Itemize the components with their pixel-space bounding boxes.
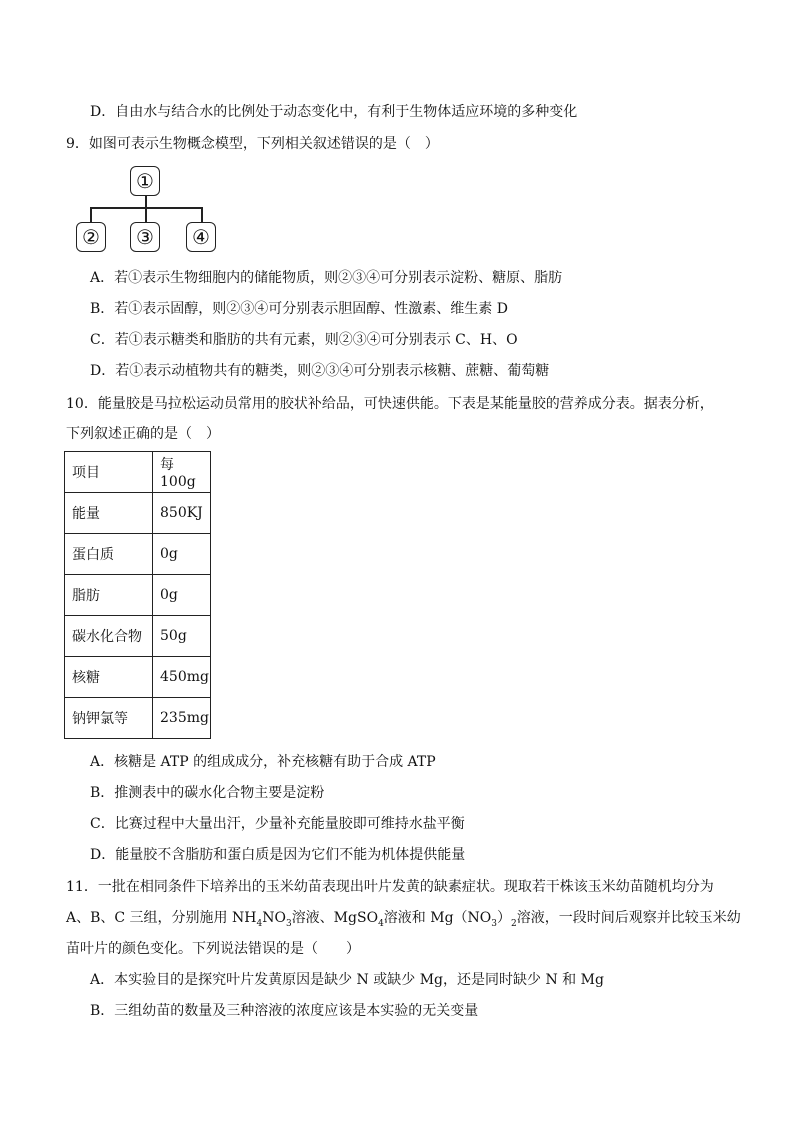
stem-text: ） [497,910,512,926]
table-cell: 235mg [153,698,211,739]
q9-option-a: A．若①表示生物细胞内的储能物质，则②③④可分别表示淀粉、糖原、脂肪 [90,270,563,286]
subscript: 3 [285,918,292,929]
subscript: 4 [256,918,263,929]
q9-stem: 9．如图可表示生物概念模型，下列相关叙述错误的是（ ） [66,136,439,152]
stem-text: 溶液和 Mg（NO [383,910,492,926]
subscript: 3 [491,918,498,929]
table-row [65,575,211,616]
table-cell: 0g [153,575,211,616]
table-cell: 核糖 [65,657,153,698]
q10-stem-line2: 下列叙述正确的是（ ） [66,426,220,442]
q10-option-c: C．比赛过程中大量出汗，少量补充能量胶即可维持水盐平衡 [90,816,465,832]
table-cell: 每 100g [153,452,211,493]
diagram-connector [145,207,147,223]
q10-option-b: B．推测表中的碳水化合物主要是淀粉 [90,785,325,801]
diagram-connector [90,207,92,223]
table-row [65,493,211,534]
diagram-node-child-3: ④ [186,222,216,252]
diagram-connector [201,207,203,223]
q9-option-b: B．若①表示固醇，则②③④可分别表示胆固醇、性激素、维生素 D [90,301,508,317]
table-cell: 碳水化合物 [65,616,153,657]
q10-option-d: D．能量胶不含脂肪和蛋白质是因为它们不能为机体提供能量 [90,847,466,863]
q11-stem-line3: 苗叶片的颜色变化。下列说法错误的是（ ） [66,941,360,957]
table-row [65,698,211,739]
stem-text: NO [262,910,286,926]
subscript: 2 [511,918,517,929]
stem-text: 溶液，一段时间后观察并比较玉米幼 [516,910,741,926]
q11-option-a: A．本实验目的是探究叶片发黄原因是缺少 N 或缺少 Mg，还是同时缺少 N 和 Mg [90,972,604,988]
table-row [65,616,211,657]
diagram-node-top: ① [130,166,160,196]
table-cell: 脂肪 [65,575,153,616]
table-cell: 450mg [153,657,211,698]
subscript: 4 [378,918,384,929]
table-cell: 钠钾氯等 [65,698,153,739]
q10-stem-line1: 10．能量胶是马拉松运动员常用的胶状补给品，可快速供能。下表是某能量胶的营养成分表。据表分析， [66,396,714,412]
table-row [65,534,211,575]
table-row [65,657,211,698]
table-cell: 50g [153,616,211,657]
table-cell: 0g [153,534,211,575]
table-cell: 能量 [65,493,153,534]
q9-option-c: C．若①表示糖类和脂肪的共有元素，则②③④可分别表示 C、H、O [90,332,518,348]
nutrition-table [64,451,211,739]
q9-option-d: D．若①表示动植物共有的糖类，则②③④可分别表示核糖、蔗糖、葡萄糖 [90,363,550,379]
stem-text: 溶液、MgSO [291,910,379,926]
q11-option-b: B．三组幼苗的数量及三种溶液的浓度应该是本实验的无关变量 [90,1003,479,1019]
table-cell: 蛋白质 [65,534,153,575]
stem-text: A、B、C 三组，分别施用 NH [66,910,257,926]
q11-stem-line2 [66,908,741,934]
q8-option-d: D．自由水与结合水的比例处于动态变化中，有利于生物体适应环境的多种变化 [90,104,578,120]
q11-stem-line1: 11．一批在相同条件下培养出的玉米幼苗表现出叶片发黄的缺素症状。现取若干株该玉米幼苗随机均分为 [66,879,714,895]
q10-option-a: A．核糖是 ATP 的组成成分，补充核糖有助于合成 ATP [90,754,436,770]
diagram-node-child-1: ② [76,222,106,252]
table-row [65,452,211,493]
table-cell: 项目 [65,452,153,493]
diagram-node-child-2: ③ [130,222,160,252]
table-cell: 850KJ [153,493,211,534]
